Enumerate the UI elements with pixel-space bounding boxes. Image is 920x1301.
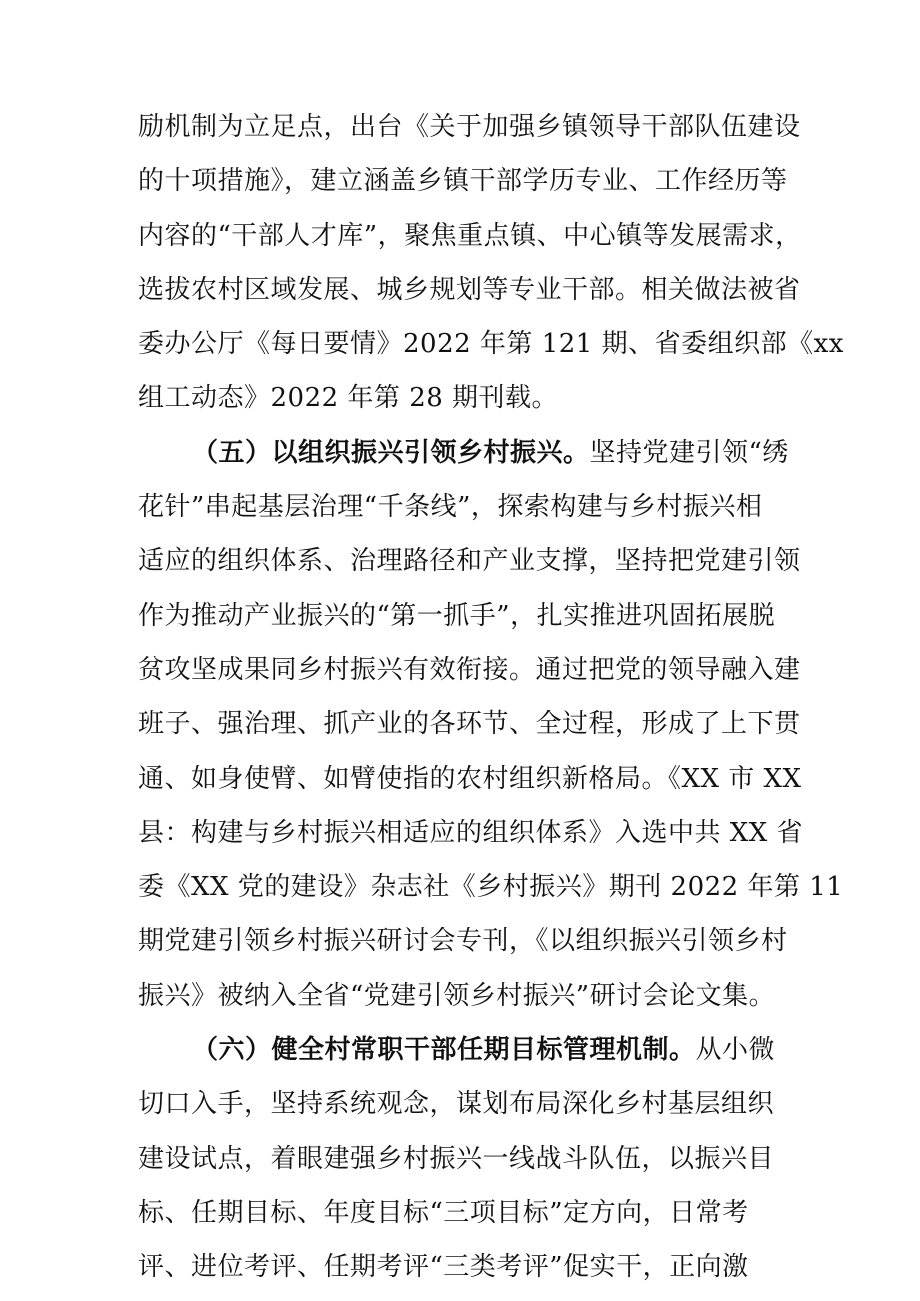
text-line: 贫攻坚成果同乡村振兴有效衔接。通过把党的领导融入建 — [138, 654, 801, 685]
text-line: 适应的组织体系、治理路径和产业支撑，坚持把党建引领 — [138, 546, 801, 577]
text-line: 委《XX 党的建设》杂志社《乡村振兴》期刊 2022 年第 11 — [138, 872, 844, 903]
text-line: 内容的“干部人才库”，聚焦重点镇、中心镇等发展需求， — [138, 220, 802, 251]
text-line: 振兴》被纳入全省“党建引领乡村振兴”研讨会论文集。 — [138, 980, 776, 1011]
text-line: 切口入手，坚持系统观念，谋划布局深化乡村基层组织 — [138, 1089, 775, 1120]
text-line: 通、如身使臂、如臂使指的农村组织新格局。《XX 市 XX — [138, 763, 802, 794]
text-line: 班子、强治理、抓产业的各环节、全过程，形成了上下贯 — [138, 709, 801, 740]
text-line: 期党建引领乡村振兴研讨会专刊，《以组织振兴引领乡村 — [138, 926, 788, 957]
text-line: 县：构建与乡村振兴相适应的组织体系》入选中共 XX 省 — [138, 817, 804, 848]
section-5-first-line-text: 坚持党建引领“绣 — [589, 437, 789, 468]
document-body — [138, 100, 844, 1295]
text-line: 组工动态》2022 年第 28 期刊载。 — [138, 383, 559, 414]
section-6-first-line — [138, 1023, 818, 1077]
text-line: 选拔农村区域发展、城乡规划等专业干部。相关做法被省 — [138, 274, 801, 305]
text-line: 评、进位考评、任期考评“三类考评”促实干，正向激 — [138, 1252, 749, 1283]
section-5-heading: （五）以组织振兴引领乡村振兴。 — [192, 437, 590, 468]
text-line: 建设试点，着眼建强乡村振兴一线战斗队伍，以振兴目 — [138, 1143, 775, 1174]
section-6-heading: （六）健全村常职干部任期目标管理机制。 — [192, 1035, 696, 1066]
section-5-first-line — [138, 426, 818, 480]
text-line: 标、任期目标、年度目标“三项目标”定方向，日常考 — [138, 1197, 749, 1228]
section-6-first-line-text: 从小微 — [695, 1035, 776, 1066]
text-line: 励机制为立足点，出台《关于加强乡镇领导干部队伍建设 — [138, 112, 801, 142]
text-line: 的十项措施》，建立涵盖乡镇干部学历专业、工作经历等 — [138, 166, 788, 197]
text-line: 花针”串起基层治理“千条线”，探索构建与乡村振兴相 — [138, 492, 763, 523]
text-line: 作为推动产业振兴的“第一抓手”，扎实推进巩固拓展脱 — [138, 600, 776, 631]
text-line: 委办公厅《每日要情》2022 年第 121 期、省委组织部《xx — [138, 329, 844, 360]
